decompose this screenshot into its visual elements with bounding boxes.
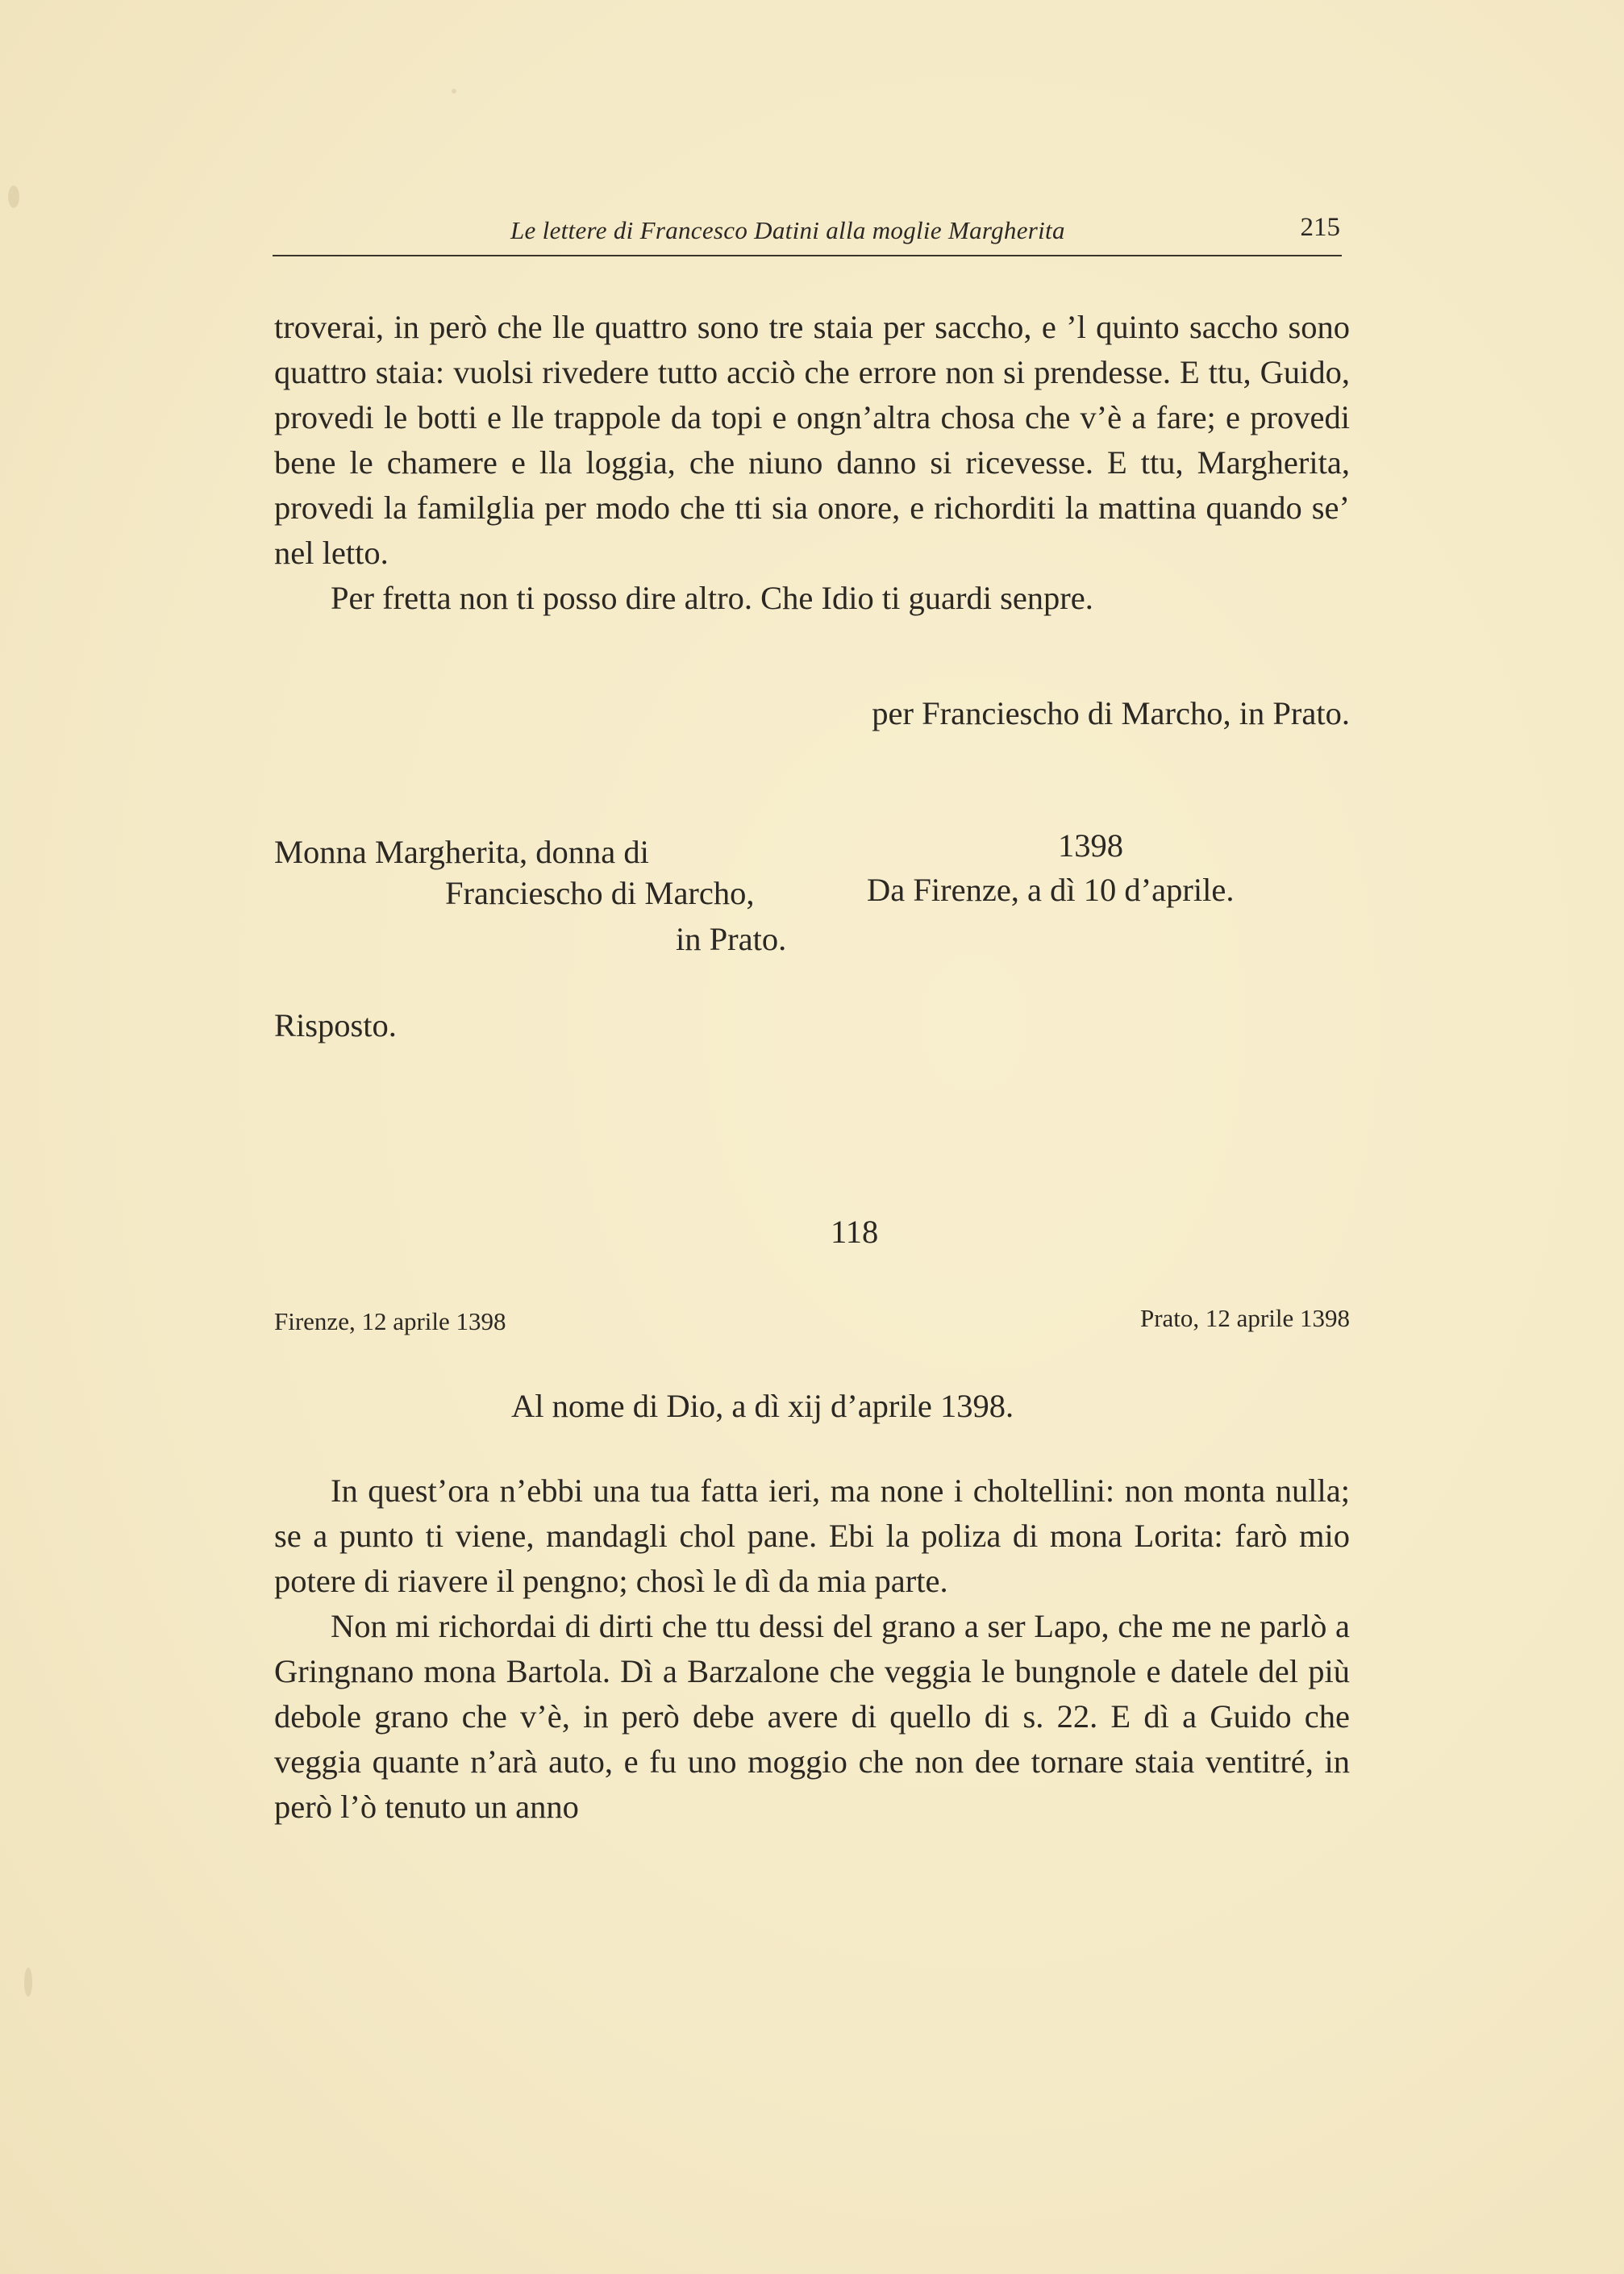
address-line: Franciescho di Marcho, xyxy=(445,875,755,911)
paragraph: In quest’ora n’ebbi una tua fatta ieri, ma none i choltellini: non monta nulla; se a punto ti viene, mandagli chol pane. Ebi la poliza di mona Lorita: farò mio potere di riavere il pengno; chosì le dì da mia parte. xyxy=(274,1472,1350,1599)
paper-stain xyxy=(8,185,19,208)
letter-origin: Firenze, 12 aprile 1398 xyxy=(274,1307,506,1335)
letter-destination: Prato, 12 aprile 1398 xyxy=(1139,1304,1350,1332)
address-line: Monna Margherita, donna di xyxy=(274,834,649,870)
running-title: Le lettere di Francesco Datini alla moglie Margherita xyxy=(510,216,1065,244)
paragraph: Per fretta non ti posso dire altro. Che Idio ti guardi senpre. xyxy=(331,580,1093,616)
paper-stain xyxy=(452,89,456,94)
letter-continuation xyxy=(274,305,1350,621)
date-place: Da Firenze, a dì 10 d’aprile. xyxy=(867,872,1235,908)
letter-invocation: Al nome di Dio, a dì xij d’aprile 1398. xyxy=(511,1388,1014,1424)
paragraph: Non mi richordai di dirti che ttu dessi del grano a ser Lapo, che me ne parlò a Gringnano mona Bartola. Dì a Barzalone che veggia le bungnole e datele del più debole grano che v’è, in però debe avere di quello di s. 22. E dì a Guido che veggia quante n’arà auto, e fu uno moggio che non dee tornare staia ventitré, in però l’ò tenuto un anno xyxy=(274,1608,1350,1825)
address-line: in Prato. xyxy=(676,921,787,957)
letter-number: 118 xyxy=(831,1214,879,1250)
date-year: 1398 xyxy=(1058,827,1123,864)
page-header xyxy=(273,206,1342,256)
paragraph: troverai, in però che lle quattro sono tre staia per saccho, e ’l quinto saccho sono quattro staia: vuolsi rivedere tutto acciò che errore non si prendesse. E ttu, Guido, provedi le botti e lle trappole da topi e ongn’altra chosa che v’è a fare; e provedi bene le chamere e lla loggia, che niuno danno si ricevesse. E ttu, Margherita, provedi la familglia per modo che tti sia onore, e richorditi la mattina quando se’ nel letto. xyxy=(274,309,1350,571)
page-number: 215 xyxy=(1300,213,1340,242)
signature: per Franciescho di Marcho, in Prato. xyxy=(872,695,1350,731)
response-note: Risposto. xyxy=(274,1007,397,1043)
paper-stain xyxy=(24,1968,32,1997)
letter-body xyxy=(274,1468,1350,1830)
